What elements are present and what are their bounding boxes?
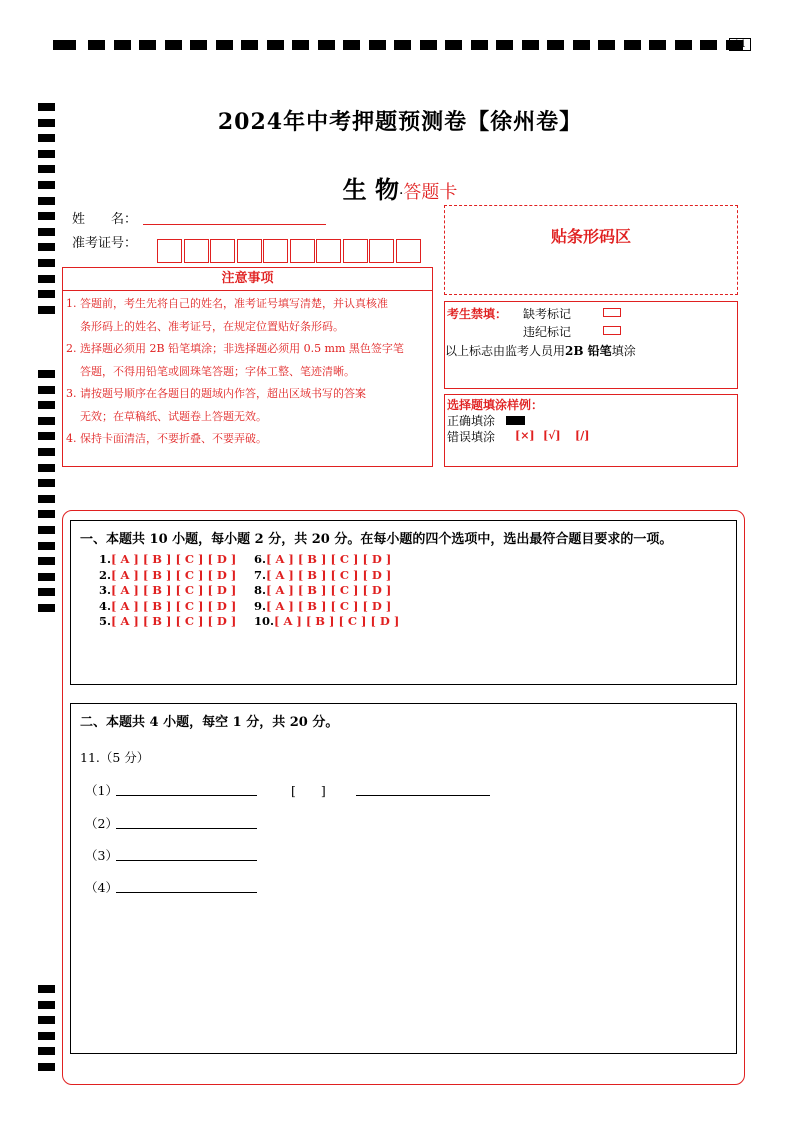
timing-mark <box>38 243 55 251</box>
subject-name: 生 物 <box>342 175 399 204</box>
notice-item-line <box>66 338 432 360</box>
notice-item-number: 3. <box>66 387 77 400</box>
notice-item-line <box>66 406 432 428</box>
question-number: 1. <box>99 552 112 566</box>
correct-label: 正确填涂 <box>447 414 496 428</box>
q11-part2-label: （2） <box>85 816 118 831</box>
question-number: 7. <box>254 567 267 582</box>
notice-item-text: 请按题号顺序在各题目的题域内作答，超出区域书写的答案 <box>80 387 366 400</box>
choice-options[interactable]: [ A ] [ B ] [ C ] [ D ] <box>111 598 237 613</box>
notice-item-number: 1. <box>66 297 77 310</box>
exam-id-digit-box[interactable] <box>343 239 368 263</box>
timing-mark <box>38 228 55 236</box>
notice-heading: 注意事项 <box>62 267 433 291</box>
notice-item-text: 无效；在草稿纸、试题卷上答题无效。 <box>80 409 267 423</box>
barcode-label: 贴条形码区 <box>550 227 631 246</box>
wrong-mark-2: [√] <box>543 429 561 442</box>
forbidden-note-bold: 2B 铅笔 <box>565 344 612 358</box>
timing-mark <box>241 40 258 50</box>
q11-part3-blank[interactable] <box>116 860 257 861</box>
timing-mark <box>216 40 233 50</box>
timing-mark <box>38 1063 55 1071</box>
timing-mark <box>624 40 641 50</box>
q11-part3-label: （3） <box>85 848 118 863</box>
timing-mark <box>165 40 182 50</box>
timing-mark <box>496 40 513 50</box>
forbidden-note-pre: 以上标志由监考人员用 <box>445 344 566 358</box>
sample-title: 选择题填涂样例： <box>447 398 544 412</box>
violation-mark-box[interactable] <box>603 326 621 335</box>
exam-id-digit-box[interactable] <box>210 239 235 263</box>
timing-mark <box>471 40 488 50</box>
timing-mark <box>292 40 309 50</box>
choice-options[interactable]: [ A ] [ B ] [ C ] [ D ] <box>111 552 237 566</box>
page-title: 2024年中考押题预测卷【徐州卷】 <box>217 109 583 135</box>
timing-mark <box>445 40 462 50</box>
timing-mark <box>38 495 55 503</box>
timing-mark <box>38 510 55 518</box>
timing-mark <box>649 40 666 50</box>
choice-row-q1[interactable] <box>99 552 236 566</box>
notice-item-line <box>66 293 432 315</box>
choice-options[interactable]: [ A ] [ B ] [ C ] [ D ] <box>274 614 400 628</box>
notice-item-text: 条形码上的姓名、准考证号，在规定位置贴好条形码。 <box>80 319 344 333</box>
timing-mark <box>38 464 55 472</box>
choice-row-q9[interactable] <box>254 599 391 613</box>
choice-row-q10[interactable] <box>254 614 399 628</box>
question-number: 6. <box>254 552 267 566</box>
timing-mark <box>38 290 55 298</box>
timing-mark <box>267 40 284 50</box>
timing-mark <box>38 432 55 440</box>
exam-id-digit-box[interactable] <box>396 239 421 263</box>
timing-mark <box>38 526 55 534</box>
choice-row-q2[interactable] <box>99 568 236 582</box>
question-number: 4. <box>99 598 112 613</box>
timing-mark <box>114 40 131 50</box>
forbidden-box <box>444 301 738 389</box>
choice-options[interactable]: [ A ] [ B ] [ C ] [ D ] <box>111 583 237 597</box>
notice-item-text: 答题前，考生先将自己的姓名，准考证号填写清楚，并认真核准 <box>80 297 388 310</box>
notice-item-line <box>66 316 432 338</box>
timing-mark <box>38 1001 55 1009</box>
wrong-mark-3: [/] <box>575 429 590 442</box>
choice-row-q8[interactable] <box>254 583 391 597</box>
section2-title: 二、本题共 4 小题，每空 1 分，共 20 分。 <box>80 715 339 730</box>
timing-mark <box>38 448 55 456</box>
question-number: 5. <box>99 614 112 628</box>
notice-item-number: 4. <box>66 432 77 445</box>
choice-options[interactable]: [ A ] [ B ] [ C ] [ D ] <box>266 567 392 582</box>
timing-mark <box>38 573 55 581</box>
choice-row-q3[interactable] <box>99 583 236 597</box>
notice-item-line <box>66 361 432 383</box>
q11-part4-label: （4） <box>85 880 118 895</box>
forbidden-note <box>445 342 636 359</box>
timing-mark <box>318 40 335 50</box>
choice-row-q6[interactable] <box>254 552 391 566</box>
choice-options[interactable]: [ A ] [ B ] [ C ] [ D ] <box>111 614 237 628</box>
answer-card-label: 答题卡 <box>403 182 458 203</box>
timing-mark <box>38 417 55 425</box>
page-number: 11 <box>733 39 747 50</box>
timing-mark <box>369 40 386 50</box>
choice-row-q7[interactable] <box>254 568 391 582</box>
q11-part1-label: （1） <box>85 783 118 798</box>
subject-title <box>0 170 800 205</box>
question-number: 10. <box>254 614 275 628</box>
timing-mark <box>38 557 55 565</box>
notice-item-line <box>66 428 432 450</box>
timing-mark <box>190 40 207 50</box>
q11-part1-blank2[interactable] <box>356 795 490 796</box>
timing-mark <box>38 1016 55 1024</box>
absent-mark-box[interactable] <box>603 308 621 317</box>
exam-id-label: 准考证号： <box>72 236 138 251</box>
timing-mark <box>38 985 55 993</box>
choice-options[interactable]: [ A ] [ B ] [ C ] [ D ] <box>111 567 237 582</box>
barcode-area <box>444 205 738 295</box>
timing-mark <box>598 40 615 50</box>
q11-part1-blank[interactable] <box>116 795 257 796</box>
timing-mark <box>420 40 437 50</box>
timing-mark <box>53 40 76 50</box>
sample-box <box>444 394 738 467</box>
section2-box <box>70 703 737 1054</box>
subject-sep: · <box>398 186 404 202</box>
notice-item-text: 答题，不得用铅笔或圆珠笔答题；字体工整、笔迹清晰。 <box>80 364 355 378</box>
timing-mark <box>139 40 156 50</box>
timing-mark <box>38 401 55 409</box>
timing-mark <box>38 275 55 283</box>
timing-mark <box>343 40 360 50</box>
question-number: 9. <box>254 598 267 613</box>
choice-options[interactable]: [ A ] [ B ] [ C ] [ D ] <box>266 583 392 597</box>
choice-options[interactable]: [ A ] [ B ] [ C ] [ D ] <box>266 552 392 566</box>
timing-mark <box>38 370 55 378</box>
q11-part4-blank[interactable] <box>116 892 257 893</box>
timing-mark <box>394 40 411 50</box>
name-label: 姓 名： <box>72 212 138 227</box>
timing-mark <box>38 588 55 596</box>
wrong-mark-1: [×] <box>515 429 535 442</box>
timing-mark <box>38 386 55 394</box>
timing-mark <box>38 542 55 550</box>
exam-id-digit-box[interactable] <box>157 239 182 263</box>
question-number: 8. <box>254 583 267 597</box>
timing-mark <box>675 40 692 50</box>
question-number: 2. <box>99 567 112 582</box>
timing-mark <box>38 1032 55 1040</box>
exam-id-digit-box[interactable] <box>237 239 262 263</box>
choice-row-q5[interactable] <box>99 614 236 628</box>
violation-label: 违纪标记 <box>523 325 572 339</box>
timing-mark <box>522 40 539 50</box>
timing-mark <box>38 1047 55 1055</box>
notice-item-text: 保持卡面清洁，不要折叠、不要弄破。 <box>80 432 267 445</box>
timing-mark <box>700 40 717 50</box>
forbidden-label: 考生禁填： <box>447 307 508 321</box>
q11-part2-blank[interactable] <box>116 828 257 829</box>
timing-mark <box>38 306 55 314</box>
page-number-box <box>729 38 751 51</box>
section1-title: 一、本题共 10 小题，每小题 2 分，共 20 分。在每小题的四个选项中，选出最符合题目要求的一项。 <box>80 532 673 547</box>
choice-options[interactable]: [ A ] [ B ] [ C ] [ D ] <box>266 598 392 613</box>
timing-mark <box>38 259 55 267</box>
timing-mark <box>38 479 55 487</box>
absent-label: 缺考标记 <box>523 307 572 321</box>
exam-id-digit-box[interactable] <box>290 239 315 263</box>
timing-mark <box>38 150 55 158</box>
notice-item-line <box>66 383 432 405</box>
exam-id-digit-box[interactable] <box>263 239 288 263</box>
q11-label: 11.（5 分） <box>80 750 150 765</box>
timing-mark <box>88 40 105 50</box>
wrong-label: 错误填涂 <box>447 430 496 444</box>
name-field[interactable] <box>143 224 326 225</box>
forbidden-note-post: 填涂 <box>611 344 636 358</box>
notice-item-text: 选择题必须用 2B 铅笔填涂；非选择题必须用 0.5 mm 黑色签字笔 <box>80 342 404 355</box>
timing-mark <box>38 604 55 612</box>
exam-id-digit-box[interactable] <box>369 239 394 263</box>
timing-mark <box>38 212 55 220</box>
q11-part1-bracket[interactable]: [ ] <box>291 783 326 798</box>
exam-id-digit-box[interactable] <box>316 239 341 263</box>
question-number: 3. <box>99 583 112 597</box>
timing-mark <box>573 40 590 50</box>
correct-fill-sample <box>506 416 525 425</box>
timing-mark <box>547 40 564 50</box>
exam-id-digit-box[interactable] <box>184 239 209 263</box>
notice-item-number: 2. <box>66 342 77 355</box>
choice-row-q4[interactable] <box>99 599 236 613</box>
